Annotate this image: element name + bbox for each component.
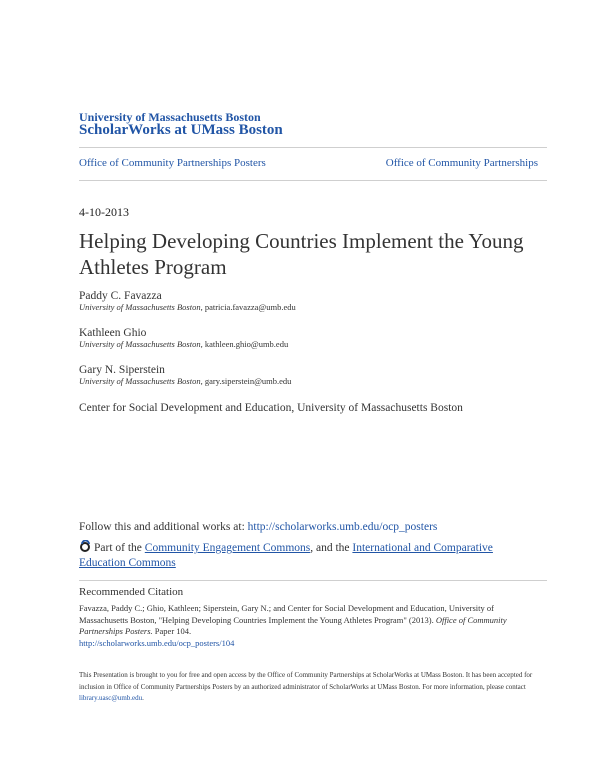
department-link[interactable]: Office of Community Partnerships [385,157,538,169]
author-block [79,364,291,386]
follow-line [79,521,437,533]
page-title: Helping Developing Countries Implement the Young Athletes Program [79,229,524,279]
university-name: University of Massachusetts Boston [79,110,261,124]
citation-paper: Paper 104. [154,626,192,636]
affiliation: University of Massachusetts Boston [79,302,201,312]
citation-series: Office of Community Partnerships Posters. [79,614,507,636]
community-engagement-link[interactable]: Community Engagement Commons [144,542,311,554]
author-block [79,290,296,312]
publication-date: 4-10-2013 [79,205,129,219]
corporate-author: Center for Social Development and Education, University of Massachusetts Boston [79,402,463,414]
part-of-line [79,540,539,571]
follow-prefix: Follow this and additional works at: [79,521,245,533]
open-access-icon [79,540,91,552]
author-affiliation: University of Massachusetts Boston, patricia.favazza@umb.edu [79,302,296,312]
contact-email-link[interactable]: library.uasc@umb.edu [79,694,143,702]
author-name: Paddy C. Favazza [79,290,162,302]
affiliation: University of Massachusetts Boston [79,376,201,386]
collection-url-link[interactable]: http://scholarworks.umb.edu/ocp_posters [247,521,438,533]
author-email[interactable]: kathleen.ghio@umb.edu [204,339,289,349]
footer-text: This Presentation is brought to you for free and open access by the Office of Community Partnerships at ScholarWorks at UMass Boston. It has been accepted for inclusion in Office of Community Partnerships Posters by an authorized administrator of ScholarWorks at UMass Boston. For more information, please contact [79,671,533,691]
author-affiliation: University of Massachusetts Boston, gary.siperstein@umb.edu [79,376,292,386]
recommended-citation-heading: Recommended Citation [79,586,184,598]
international-education-link[interactable]: International and Comparative Education Commons [79,542,493,569]
author-name: Kathleen Ghio [79,327,147,339]
author-name: Gary N. Siperstein [79,364,165,376]
divider-citation [79,580,547,581]
collection-link[interactable]: Office of Community Partnerships Posters [79,157,266,169]
author-email[interactable]: patricia.favazza@umb.edu [204,302,296,312]
affiliation: University of Massachusetts Boston [79,339,201,349]
author-affiliation: University of Massachusetts Boston, kathleen.ghio@umb.edu [79,339,289,349]
part-of-middle: , and the [310,542,350,554]
footer-notice [79,670,539,705]
site-title[interactable]: ScholarWorks at UMass Boston [79,122,283,138]
author-email[interactable]: gary.siperstein@umb.edu [204,376,292,386]
footer-end: . [142,694,144,702]
part-of-prefix: Part of the [94,542,142,554]
divider-top [79,147,547,148]
author-block [79,327,288,349]
citation-text [79,603,539,649]
divider-nav [79,180,547,181]
citation-body: Favazza, Paddy C.; Ghio, Kathleen; Siperstein, Gary N.; and Center for Social Development and Education, University of Massachusetts Boston, "Helping Developing Countries Implement the Young Athletes Program" (2013). [79,603,494,625]
citation-url-link[interactable]: http://scholarworks.umb.edu/ocp_posters/104 [79,637,235,648]
